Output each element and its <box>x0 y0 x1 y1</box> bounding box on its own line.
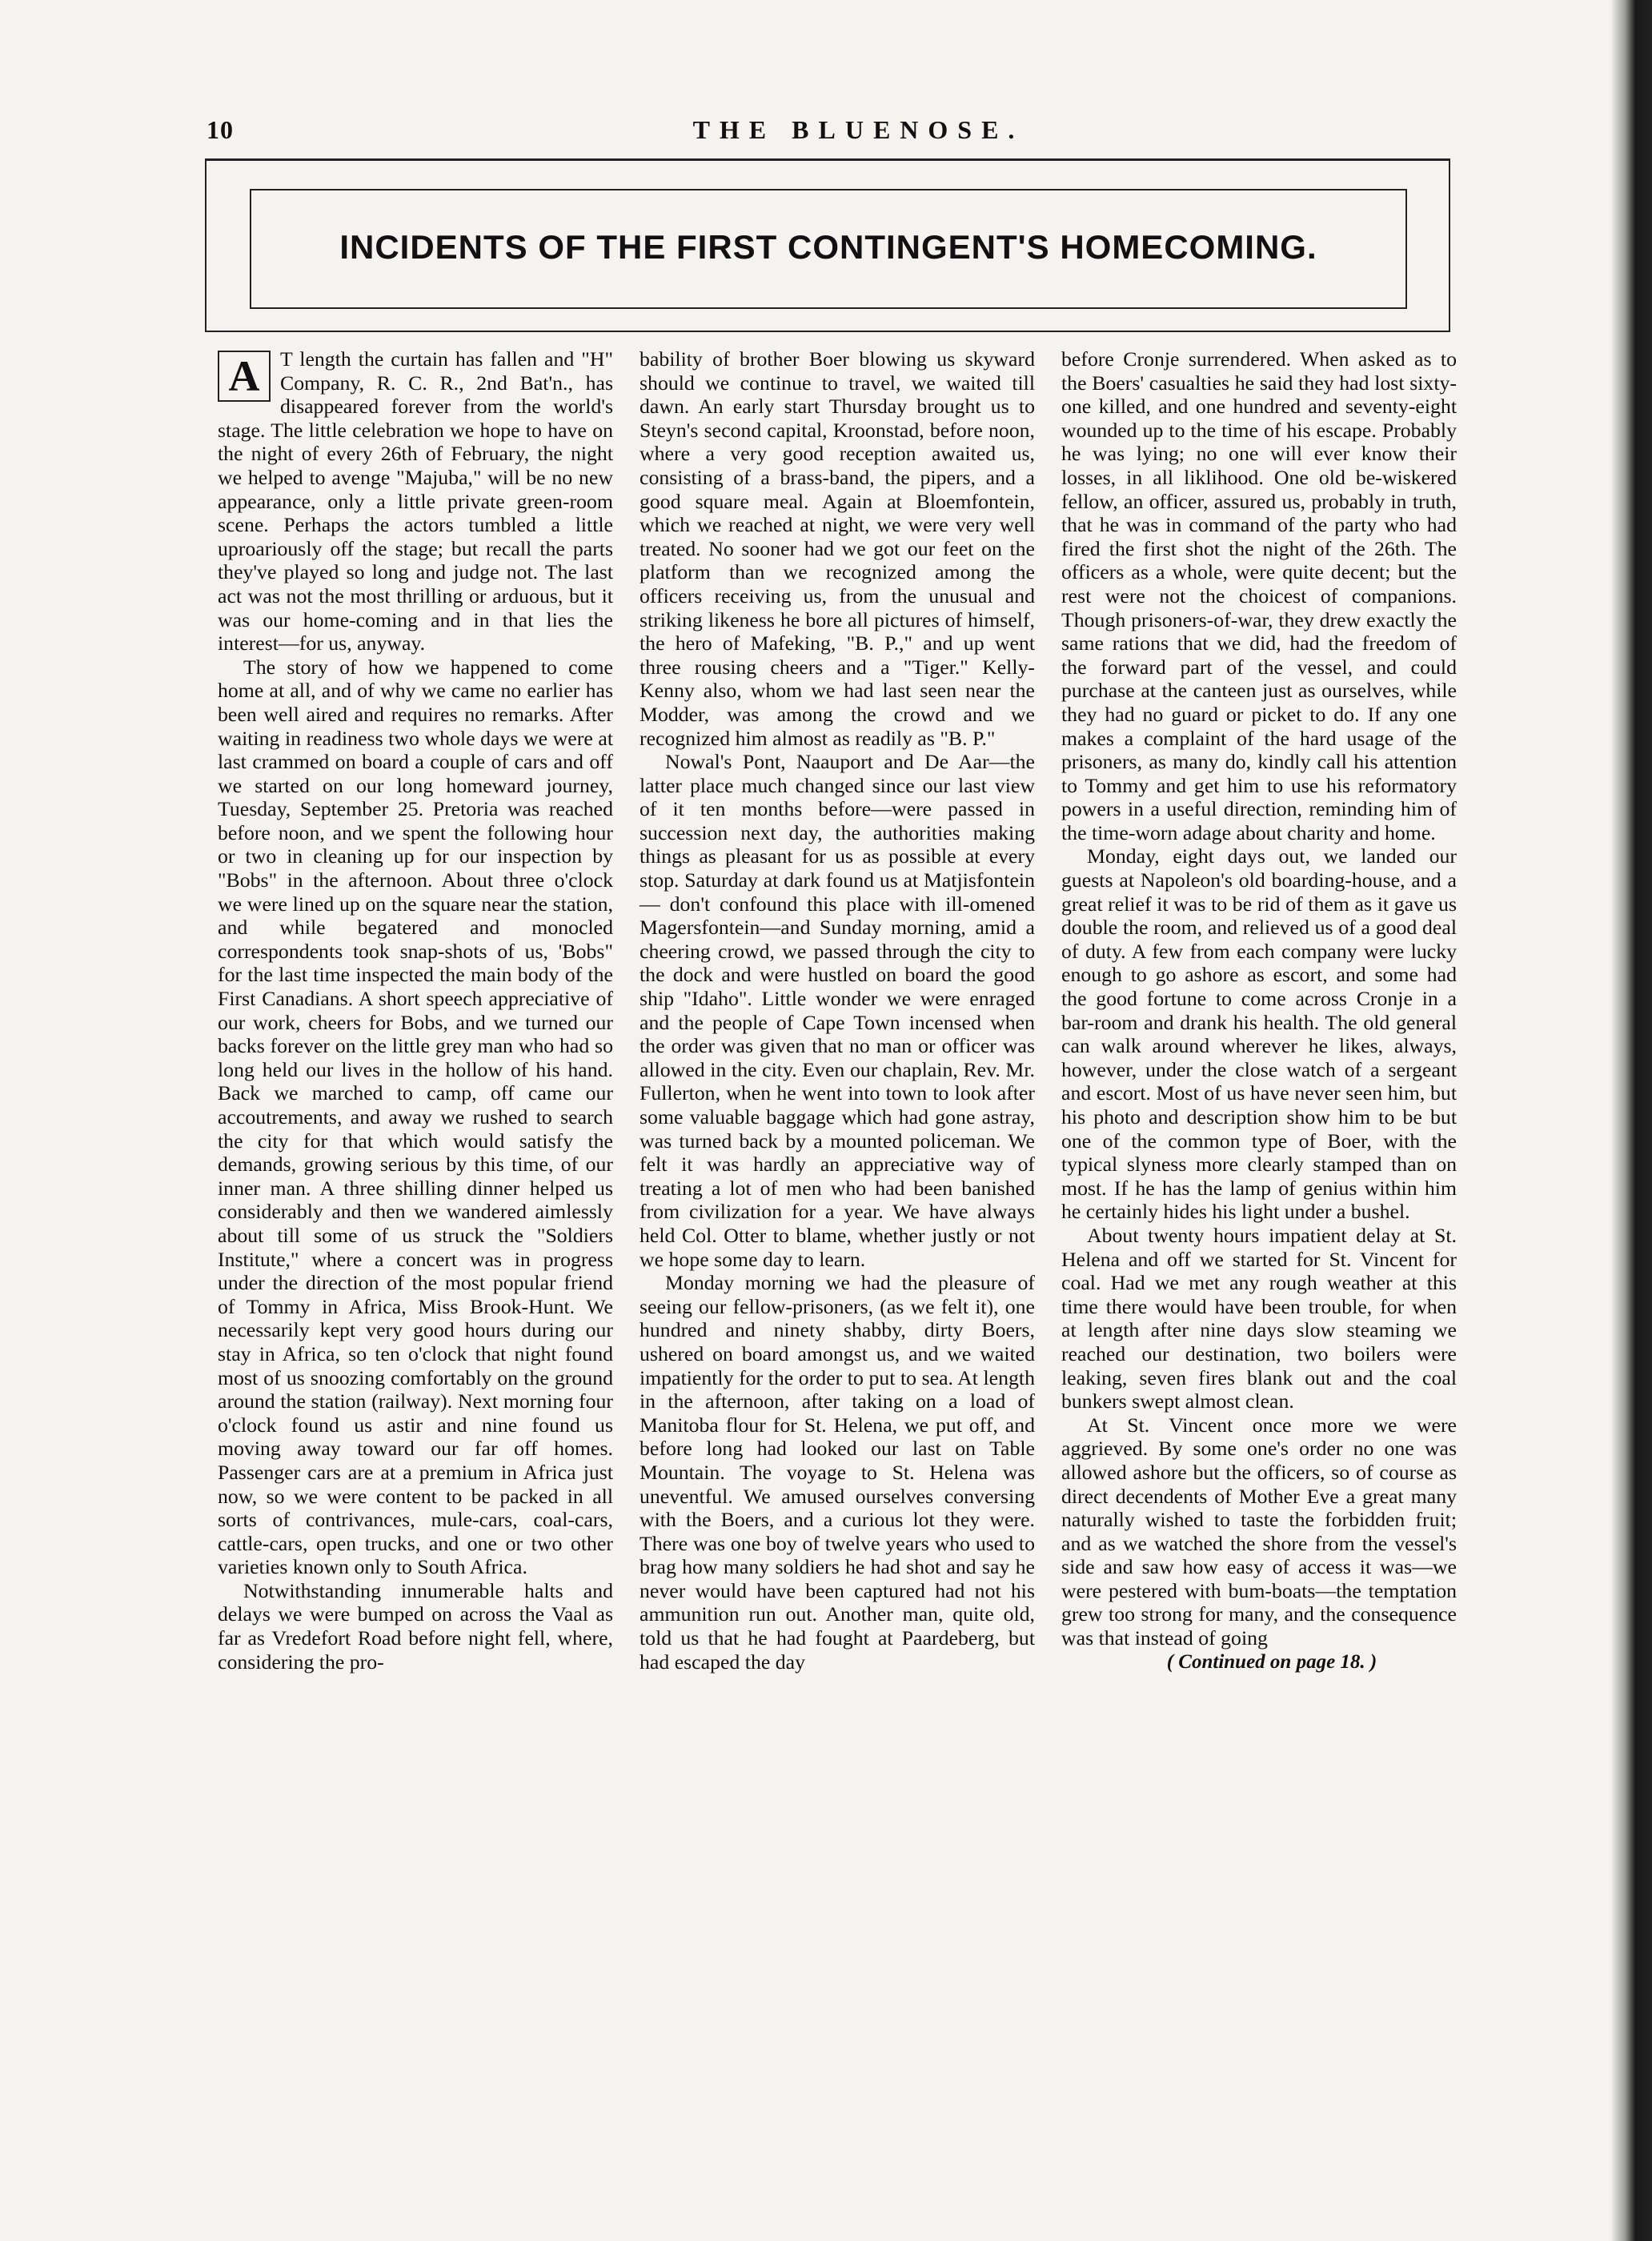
article-column-2 <box>640 347 1035 1674</box>
paragraph: The story of how we happened to come home at all, and of why we came no earlier has been well aired and requires no remarks. After waiting in readiness two whole days we were at last crammed on board a couple of cars and off we started on our long homeward journey, Tuesday, September 25. Pretoria was reached before noon, and we spent the following hour or two in cleaning up for our inspection by "Bobs" in the afternoon. About three o'clock we were lined up on the square near the station, and while begatered and monocled correspondents took snap-shots of us, 'Bobs" for the last time inspected the main body of the First Canadians. A short speech appreciative of our work, cheers for Bobs, and we turned our backs forever on the little grey man who had so long held our lives in the hollow of his hand. Back we marched to camp, off came our accoutrements, and away we rushed to search the city for that which would satisfy the demands, growing serious by this time, of our inner man. A three shilling dinner helped us considerably and then we wandered aimlessly about till some of us struck the "Soldiers Institute," where a concert was in progress under the direction of the most popular friend of Tommy in Africa, Miss Brook-Hunt. We necessarily kept very good hours during our stay in Africa, so ten o'clock that night found most of us snoozing comfortably on the ground around the station (railway). Next morning four o'clock found us astir and nine found us moving away toward our far off homes. Passenger cars are at a premium in Africa just now, so we were content to be packed in all sorts of contrivances, mule-cars, coal-cars, cattle-cars, open trucks, and one or two other varieties known only to South Africa. <box>218 655 613 1579</box>
paragraph: Notwithstanding innumerable halts and delays we were bumped on across the Vaal as far as Vredefort Road before night fell, where, considering the pro- <box>218 1578 613 1674</box>
paragraph: About twenty hours impatient delay at St. Helena and off we started for St. Vincent for coal. Had we met any rough weather at this time there would have been trouble, for when at length after nine days slow steaming we reached our destination, two boilers were leaking, seven fires blank out and the coal bunkers swept almost clean. <box>1061 1223 1457 1413</box>
article-column-3 <box>1061 347 1457 1674</box>
running-header <box>160 115 1557 155</box>
paragraph: Monday, eight days out, we landed our guests at Napoleon's old boarding-house, and a great relief it was to be rid of them as it gave us double the room, and relieved us of a good deal of duty. A few from each company were lucky enough to go ashore as escort, and some had the good fortune to come across Cronje in a bar-room and drank his health. The old general can walk around wherever he likes, always, however, under the close watch of a sergeant and escort. Most of us have never seen him, but his photo and description show him to be but one of the common type of Boer, with the typical slyness more clearly stamped than on most. If he has the lamp of genius within him he certainly hides his light under a bushel. <box>1061 844 1457 1224</box>
publication-name: THE BLUENOSE. <box>692 115 1024 144</box>
paragraph-text: T length the curtain has fallen and "H" Company, R. C. R., 2nd Bat'n., has disappeared forever from the world's stage. The little celebration we hope to have on the night of every 26th of February, the night we helped to avenge "Majuba," will be no new appearance, only a little private green-room scene. Perhaps the actors tumbled a little uproariously off the stage; but recall the parts they've played so long and judge not. The last act was not the most thrilling or arduous, but it was our home-coming and in that lies the interest—for us, anyway. <box>218 347 613 655</box>
paragraph <box>218 347 613 655</box>
page-edge-shadow <box>1610 0 1652 2241</box>
paragraph: At St. Vincent once more we were aggrieved. By some one's order no one was allowed ashore but the officers, so of course as direct decendents of Mother Eve a great many naturally wished to taste the forbidden fruit; and as we watched the shore from the vessel's side and saw how easy of access it was—we were pestered with bum-boats—the temptation grew too strong for many, and the consequence was that instead of going <box>1061 1413 1457 1650</box>
page-number: 10 <box>206 115 234 144</box>
article-column-1 <box>218 347 613 1674</box>
continued-notice: ( Continued on page 18. ) <box>1166 1650 1377 1673</box>
paragraph: Monday morning we had the pleasure of seeing our fellow-prisoners, (as we felt it), one hundred and ninety shabby, dirty Boers, ushered on board amongst us, and we waited impatiently for the order to put to sea. At length in the afternoon, after taking on a load of Manitoba flour for St. Helena, we put off, and before long had looked our last on Table Mountain. The voyage to St. Helena was uneventful. We amused ourselves conversing with the Boers, and a curious lot they were. There was one boy of twelve years who used to brag how many soldiers he had shot and say he never would have been captured had not his ammunition run out. Another man, quite old, told us that he had fought at Paardeberg, but had escaped the day <box>640 1271 1035 1674</box>
paragraph: before Cronje surrendered. When asked as to the Boers' casualties he said they had lost sixty-one killed, and one hundred and seventy-eight wounded up to the time of his escape. Probably he was lying; no one will ever know their losses, in all liklihood. One old be-wiskered fellow, an officer, assured us, probably in truth, that he was in command of the party who had fired the first shot the night of the 26th. The officers as a whole, were quite decent; but the rest were not the choicest of companions. Though prisoners-of-war, they drew exactly the same rations that we did, had the freedom of the forward part of the vessel, and could purchase at the canteen just as ourselves, while they had no guard or picket to do. If any one makes a complaint of the hard usage of the prisoners, as many do, kindly call his attention to Tommy and get him to use his reformatory powers in a useful direction, reminding him of the time-worn adage about charity and home. <box>1061 347 1457 844</box>
paragraph: bability of brother Boer blowing us skyward should we continue to travel, we waited till dawn. An early start Thursday brought us to Steyn's second capital, Kroonstad, before noon, where a very good reception awaited us, consisting of a brass-band, the pipers, and a good square meal. Again at Bloemfontein, which we reached at night, we were very well treated. No sooner had we got our feet on the platform than we recognized among the officers receiving us, from the unusual and striking likeness he bore all pictures of himself, the hero of Mafeking, "B. P.," and up went three rousing cheers and a "Tiger." Kelly-Kenny also, whom we had last seen near the Modder, was among the crowd and we recognized him almost as readily as "B. P." <box>640 347 1035 750</box>
article-title: INCIDENTS OF THE FIRST CONTINGENT'S HOMECOMING. <box>339 228 1317 266</box>
drop-cap: A <box>218 351 271 402</box>
paragraph: Nowal's Pont, Naauport and De Aar—the latter place much changed since our last view of it ten months before—were passed in succession next day, the authorities making things as pleasant for us as possible at every stop. Saturday at dark found us at Matjisfontein— don't confound this place with ill-omened Magersfontein—and Sunday morning, amid a cheering crowd, we passed through the city to the dock and were hustled on board the good ship "Idaho". Little wonder we were enraged and the people of Cape Town incensed when the order was given that no man or officer was allowed in the city. Even our chaplain, Rev. Mr. Fullerton, when he went into town to look after some valuable baggage which had gone astray, was turned back by a mounted policeman. We felt it was hardly an appreciative way of treating a lot of men who had been banished from civilization for a year. We have always held Col. Otter to blame, whether justly or not we hope some day to learn. <box>640 750 1035 1271</box>
